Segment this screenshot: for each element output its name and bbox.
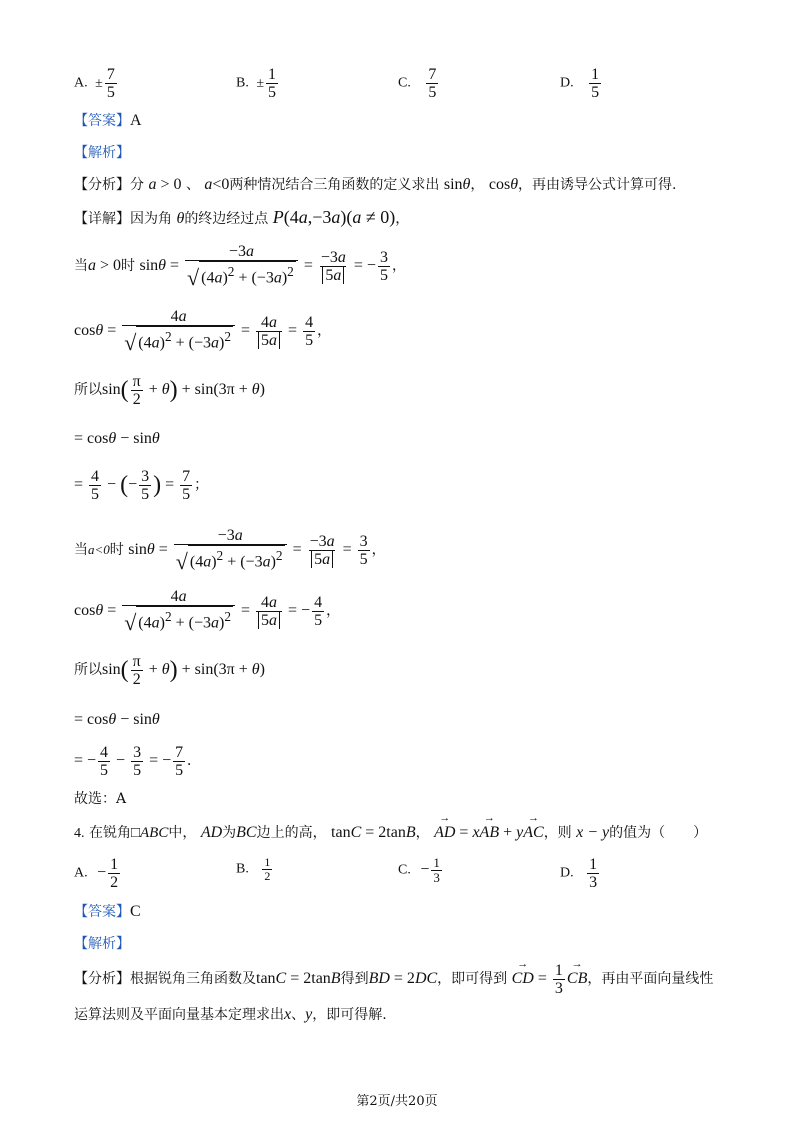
text: 在锐角 bbox=[88, 825, 131, 841]
text: 时 bbox=[121, 257, 136, 274]
option-fraction bbox=[587, 856, 599, 891]
option-label: C. bbox=[398, 862, 411, 878]
text: 当 bbox=[74, 257, 88, 274]
xiangjie-tag: 【详解】 bbox=[74, 211, 130, 227]
option-fraction bbox=[431, 856, 442, 885]
q3-case2-sin: 当a<0时 sinθ = −3a √ $(4a)^2 + (-3a)^2$ = $\frac{-3a}{5a}$ = $\frac{3}{5}$ ， bbox=[74, 527, 386, 575]
text: ，再由诱导公式计算可得. bbox=[518, 177, 677, 193]
option-label: A. bbox=[74, 75, 88, 91]
q4-answer-line bbox=[74, 901, 141, 921]
numerator: 1 bbox=[264, 855, 271, 869]
q4-fenxi-line2: 运算法则及平面向量基本定理求出x、y，即可得解. bbox=[74, 1006, 387, 1023]
option-label: D. bbox=[560, 865, 574, 881]
q3-conclusion: 故选：A bbox=[74, 791, 127, 807]
text: ，则 bbox=[543, 825, 572, 841]
text: ，再由平面向量线性 bbox=[587, 971, 714, 988]
numerator: 1 bbox=[110, 856, 119, 873]
text: 两种情况结合三角函数的定义求出 bbox=[229, 177, 440, 193]
text: ，即可得到 bbox=[437, 971, 508, 988]
page-footer: 第2页/共20页 bbox=[356, 1094, 438, 1109]
denominator: 5 bbox=[106, 84, 115, 101]
numerator: 1 bbox=[433, 855, 440, 870]
option-label: A. bbox=[74, 865, 88, 881]
option-label: C. bbox=[398, 75, 411, 91]
question-number: 4. bbox=[74, 826, 85, 841]
option-sign: − bbox=[420, 860, 430, 878]
answer-value: A bbox=[130, 112, 142, 129]
numerator: 1 bbox=[589, 856, 598, 873]
q4-stem: 4. 在锐角□ABC中， AD为BC边上的高， tanC = 2tanB， → AD = x→ AB + y→ AC，则 x − y的值为（ ） bbox=[74, 822, 707, 842]
text: 中， bbox=[168, 825, 197, 841]
option-label: B. bbox=[236, 861, 249, 877]
option-label: D. bbox=[560, 75, 574, 91]
q3-fenxi-line: 【分析】分 a > 0 、 a<0两种情况结合三角函数的定义求出 sinθ， cosθ，再由诱导公式计算可得. bbox=[74, 176, 677, 193]
option-prefix: ± bbox=[95, 75, 103, 91]
text: 、 bbox=[291, 1007, 306, 1023]
denominator: 3 bbox=[433, 870, 440, 885]
q3-case1-step2: = $\frac{4}{5}$ − (− $\frac{3}{5}$ ) = $\frac{7}{5}$ ； bbox=[74, 468, 209, 503]
q3-case2-step1: = cosθ − sinθ bbox=[74, 711, 160, 728]
option-label: B. bbox=[236, 75, 249, 91]
q3-case1-suoyi: 所以sin( $\frac{\pi}{2}$ + θ) + sin(3π + θ) bbox=[74, 373, 265, 408]
text: ， bbox=[415, 825, 430, 841]
q3-case2-cos: cosθ = 4a √ $(4a)^2 + (-3a)^2$ = $\frac{4a}{5a}$ = − $\frac{4}{5}$ ， bbox=[74, 588, 341, 636]
q3-case2-suoyi: 所以sin( $\frac{\pi}{2}$ + θ) + sin(3π + θ) bbox=[74, 653, 265, 688]
answer-value: C bbox=[130, 903, 141, 920]
answer-tag: 【答案】 bbox=[74, 113, 130, 129]
numerator: 1 bbox=[591, 66, 600, 83]
text: 边上的高， bbox=[256, 825, 327, 841]
option-fraction bbox=[262, 856, 272, 883]
denominator: 5 bbox=[591, 84, 600, 101]
q3-answer-line bbox=[74, 110, 142, 130]
text: 时 bbox=[109, 541, 124, 558]
q4-option-d bbox=[560, 856, 601, 891]
option-fraction bbox=[426, 66, 438, 101]
text: 得到 bbox=[340, 971, 369, 988]
answer-tag: 【答案】 bbox=[74, 904, 130, 920]
q3-case1-cos: cosθ = 4a √ $(4a)^2 + (-3a)^2$ = $\frac{4a}{5a}$ = $\frac{4}{5}$ ， bbox=[74, 308, 332, 356]
q3-case2-step2: = − $\frac{4}{5}$ − $\frac{3}{5}$ = − $\frac{7}{5}$ . bbox=[74, 744, 192, 779]
text: 所以 bbox=[74, 382, 102, 399]
fenxi-tag: 【分析】 bbox=[74, 177, 130, 193]
q3-analysis-tag: 【解析】 bbox=[74, 145, 130, 161]
q3-option-b bbox=[236, 66, 280, 101]
q3-xiangjie-line: 【详解】因为角 θ的终边经过点 P(4a,−3a)(a ≠ 0)， bbox=[74, 207, 410, 227]
option-prefix: ± bbox=[256, 75, 265, 91]
numerator: 7 bbox=[106, 66, 115, 83]
denominator: 5 bbox=[428, 84, 437, 101]
text: 所以 bbox=[74, 662, 102, 679]
option-fraction bbox=[108, 856, 120, 891]
q4-option-b bbox=[236, 856, 274, 883]
text: 的值为（ ） bbox=[609, 825, 708, 841]
text: 因为角 bbox=[130, 211, 172, 227]
q3-case1-sin: 当a > 0时 sinθ = −3a √ $(4a)^2 + (-3a)^2$ = $\frac{-3a}{5a}$ = − $\frac{3}{5}$ ， bbox=[74, 243, 406, 291]
numerator: 1 bbox=[268, 66, 277, 83]
q4-fenxi-line1: 【分析】根据锐角三角函数及tanC = 2tanB得到BD = 2DC，即可得到 → CD = $\frac{1}{3}$ → CB，再由平面向量线性 bbox=[74, 962, 713, 997]
option-fraction bbox=[266, 66, 278, 101]
fenxi-tag: 【分析】 bbox=[74, 971, 130, 988]
q3-case1-step1: = cosθ − sinθ bbox=[74, 430, 160, 447]
denominator: 2 bbox=[264, 869, 271, 883]
q3-option-a bbox=[74, 66, 119, 101]
denominator: 2 bbox=[110, 874, 119, 891]
text: 、 bbox=[185, 177, 200, 193]
q4-analysis-tag: 【解析】 bbox=[74, 936, 130, 952]
q3-option-d bbox=[560, 66, 603, 101]
text: 根据锐角三角函数及 bbox=[130, 971, 256, 988]
text: 运算法则及平面向量基本定理求出 bbox=[74, 1007, 284, 1023]
text: 为 bbox=[222, 825, 237, 841]
denominator: 5 bbox=[268, 84, 277, 101]
numerator: 7 bbox=[428, 66, 437, 83]
denominator: 3 bbox=[589, 874, 598, 891]
option-fraction bbox=[105, 66, 117, 101]
q4-option-c bbox=[398, 856, 444, 885]
text: 分 bbox=[130, 177, 144, 193]
q4-option-a bbox=[74, 856, 122, 891]
text: ， bbox=[470, 177, 485, 193]
q3-option-c bbox=[398, 66, 440, 101]
option-sign: − bbox=[97, 863, 107, 881]
text: ，即可得解. bbox=[312, 1007, 387, 1023]
option-fraction bbox=[589, 66, 601, 101]
text: 的终边经过点 bbox=[184, 211, 269, 227]
text: 当 bbox=[74, 541, 88, 558]
